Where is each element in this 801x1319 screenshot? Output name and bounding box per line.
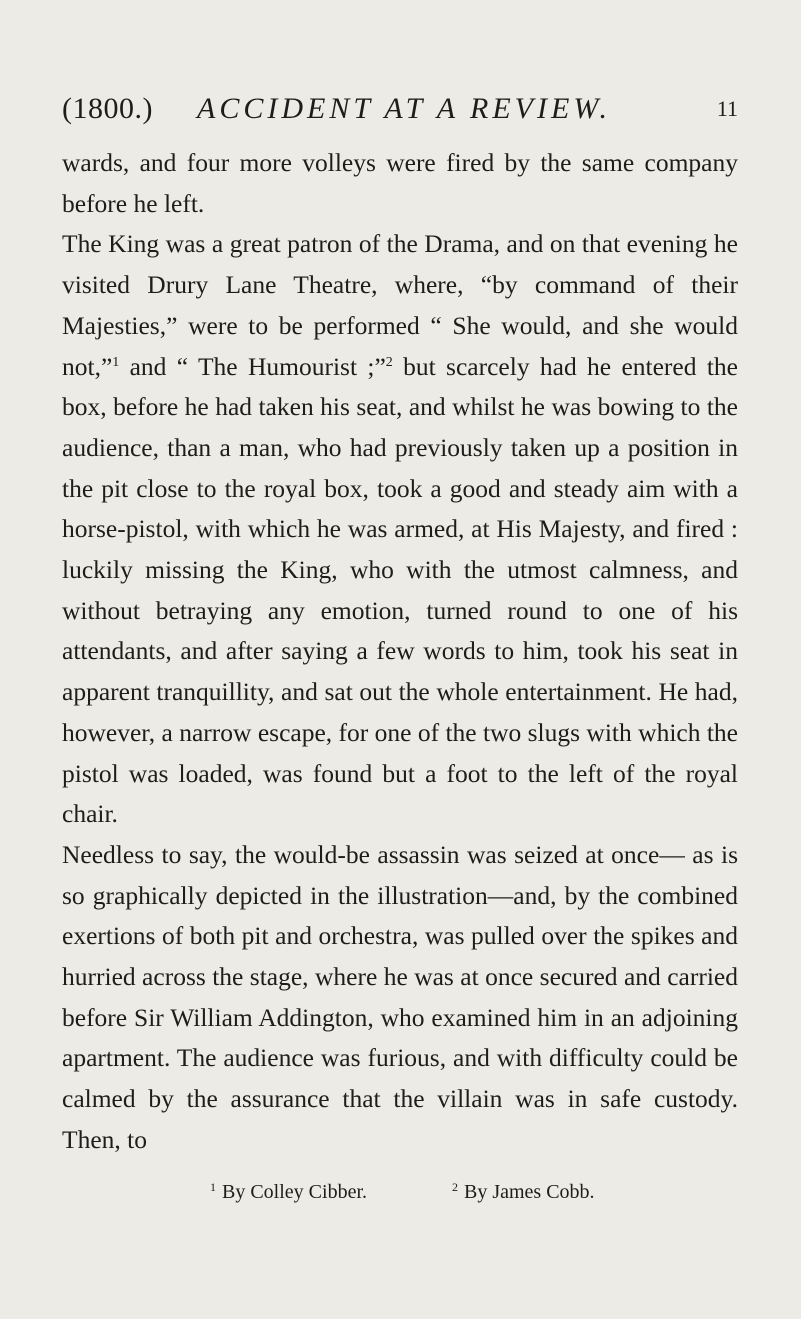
footnote-1 <box>210 1180 367 1204</box>
paragraph-2-part-a: The King was a great patron of the Drama, and on that evening he visited Drury Lane Theatre, where, “by command of their Majesties,” were to be performed “ She would, and she would not,” <box>62 229 738 381</box>
page-number: 11 <box>716 96 738 121</box>
paragraph-1: wards, and four more volleys were fired by the same company before he left. <box>62 148 738 218</box>
running-header <box>62 92 738 132</box>
paragraph-2 <box>62 224 738 835</box>
paragraph-2-part-c: but scarcely had he entered the box, before he had taken his seat, and whilst he was bowing to the audience, than a man, who had previously taken up a position in the pit close to the royal box, took a good and steady aim with a horse-pistol, with which he was armed, at His Majesty, and fired : luckily missing the King, who with the utmost calmness, and without betraying any emotion, turned round to one of his attendants, and after saying a few words to him, took his seat in apparent tranquillity, and sat out the whole entertainment. He had, however, a narrow escape, for one of the two slugs with which the pistol was loaded, was found but a foot to the left of the royal chair. <box>62 351 738 829</box>
paragraph-3: Needless to say, the would-be assassin was seized at once— as is so graphically depicted in the illustration—and, by the combined exertions of both pit and orchestra, was pulled over the spikes and hurried across the stage, where he was at once secured and carried before Sir William Addington, who examined him in an adjoining apartment. The audience was furious, and with difficulty could be calmed by the assurance that the villain was in safe custody. Then, to <box>62 839 738 1154</box>
footnote-2-text: By James Cobb. <box>464 1181 595 1203</box>
header-title: ACCIDENT AT A REVIEW. <box>197 92 612 125</box>
paragraph-2-part-b: and “ The Humourist ;” <box>119 351 386 381</box>
body-text <box>62 143 738 1161</box>
footnote-1-mark: 1 <box>210 1180 216 1194</box>
footnote-ref-1: 1 <box>112 354 120 370</box>
footnote-2-mark: 2 <box>452 1180 458 1194</box>
footnote-ref-2: 2 <box>385 354 393 370</box>
header-year: (1800.) <box>62 92 153 125</box>
footnote-1-text: By Colley Cibber. <box>222 1181 367 1203</box>
footnote-2 <box>452 1180 595 1204</box>
